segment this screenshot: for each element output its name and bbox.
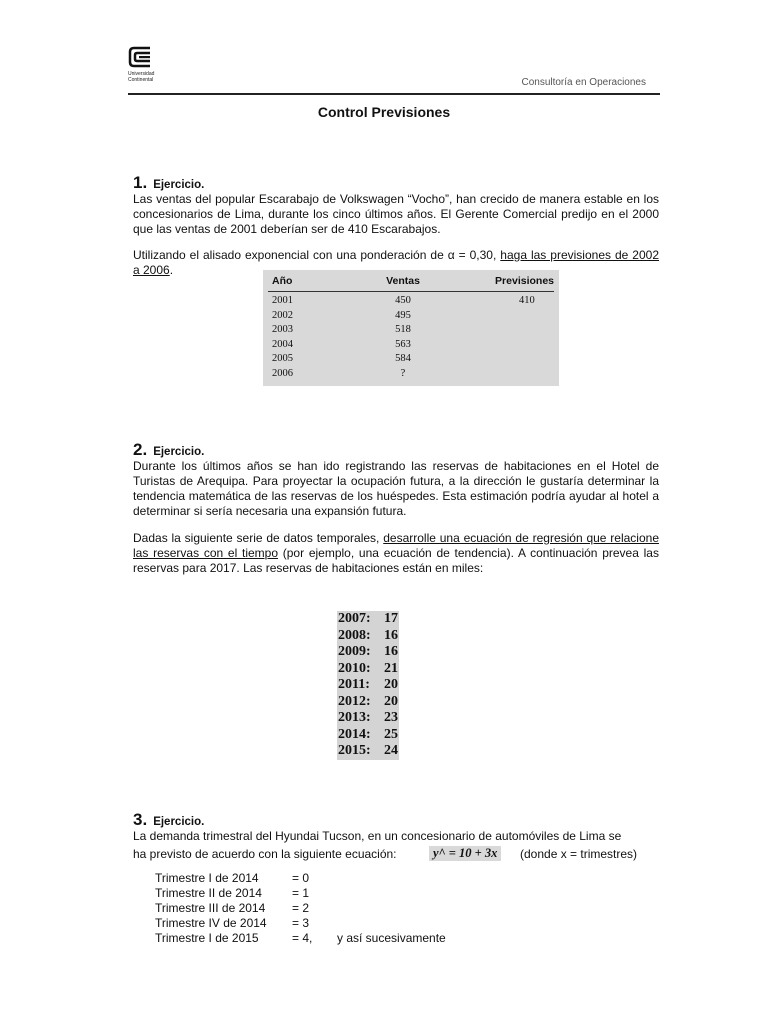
reservation-value: 23 [384, 710, 398, 725]
reservations-row [337, 743, 399, 760]
table-row [263, 295, 559, 309]
reservation-year: 2015: [338, 743, 371, 758]
quarter-value: = 4, [292, 931, 313, 945]
table-row [263, 339, 559, 353]
university-logo [128, 44, 176, 90]
quarter-item [155, 871, 495, 886]
reservations-row [337, 710, 399, 727]
ex2-paragraph-2 [133, 531, 659, 576]
quarter-label: Trimestre III de 2014 [155, 901, 266, 915]
logo-line-1: Universidad [128, 71, 155, 77]
reservations-row [337, 644, 399, 661]
logo-line-2: Continental [128, 77, 154, 83]
quarter-label: Trimestre I de 2015 [155, 931, 259, 945]
ex2-paragraph-1: Durante los últimos años se han ido registrando las reservas de habitaciones en el Hotel de Turistas de Arequipa. Para proyectar la ocupación futura, a la dirección le gustaría determinar la tendencia matemática de las reservas de los huéspedes. Esta estimación podría ayudar al hotel a determinar si sería necesaria una expansión futura. [133, 459, 659, 518]
ex3-label: Ejercicio. [153, 816, 205, 828]
reservations-row [337, 628, 399, 645]
quarter-value: = 2 [292, 901, 310, 915]
cell-sales: 450 [395, 295, 411, 306]
reservation-year: 2007: [338, 611, 371, 626]
ex1-heading [133, 173, 204, 193]
ex3-p2-start: ha previsto de acuerdo con la siguiente ecuación: [133, 847, 397, 861]
cell-year: 2002 [272, 309, 293, 321]
ex3-paragraph-1: La demanda trimestral del Hyundai Tucson, en un concesionario de automóviles de Lima se [133, 829, 622, 843]
reservations-row [337, 661, 399, 678]
cell-year: 2003 [272, 324, 293, 335]
quarter-item [155, 886, 495, 901]
reservation-year: 2011: [338, 677, 370, 692]
reservation-value: 17 [384, 611, 398, 626]
table-row [263, 368, 559, 382]
ex2-number: 2. [133, 440, 148, 459]
logo-mark-icon [128, 44, 154, 70]
reservation-year: 2009: [338, 644, 371, 659]
reservation-year: 2013: [338, 710, 371, 725]
quarter-value: = 3 [292, 916, 310, 930]
reservation-value: 25 [384, 726, 398, 742]
reservation-year: 2008: [338, 627, 371, 643]
quarter-item [155, 931, 495, 946]
quarter-item [155, 901, 495, 916]
sales-table [263, 270, 559, 386]
ex1-p2-start: Utilizando el alisado exponencial con una ponderación de α = 0,30, [133, 248, 501, 262]
reservation-value: 21 [384, 660, 398, 676]
page-title: Control Previsiones [317, 104, 451, 120]
ex3-heading [133, 810, 204, 830]
cell-sales: 563 [395, 338, 411, 350]
reservation-value: 20 [384, 677, 398, 692]
quarters-list [155, 871, 495, 946]
quarter-item [155, 916, 495, 931]
table-header-sales: Ventas [386, 275, 420, 287]
regression-equation: y^ = 10 + 3x [429, 846, 501, 861]
cell-forecast: 410 [519, 295, 535, 306]
ex1-p2-end: . [169, 263, 174, 277]
quarter-value: = 1 [292, 886, 310, 900]
cell-sales: ? [400, 367, 406, 379]
quarter-label: Trimestre IV de 2014 [155, 916, 267, 930]
reservation-year: 2014: [338, 726, 371, 742]
reservations-row [337, 611, 399, 628]
reservation-value: 16 [384, 644, 398, 659]
ex2-heading [133, 440, 204, 460]
ex1-label: Ejercicio. [153, 179, 205, 191]
header-divider [128, 93, 660, 95]
table-row [263, 353, 559, 367]
cell-sales: 584 [395, 353, 411, 364]
cell-year: 2004 [272, 338, 293, 350]
reservation-value: 16 [384, 627, 398, 643]
reservation-value: 20 [384, 693, 398, 709]
table-row [263, 310, 559, 324]
cell-year: 2005 [272, 353, 293, 364]
ex2-p2-end: (por ejemplo, una ecuación de tendencia). A continuación prevea las reservas para 2017. Las reservas de habitaciones están en miles: [133, 546, 659, 575]
table-row [263, 324, 559, 338]
reservation-value: 24 [384, 743, 398, 758]
reservation-year: 2010: [338, 660, 371, 676]
ex3-number: 3. [133, 810, 148, 829]
quarter-label: Trimestre I de 2014 [155, 871, 259, 885]
ex1-number: 1. [133, 173, 148, 192]
ex3-paragraph-2 [133, 846, 659, 864]
quarter-label: Trimestre II de 2014 [155, 886, 262, 900]
reservations-row [337, 677, 399, 694]
reservations-row [337, 727, 399, 744]
header-subtitle: Consultoría en Operaciones [521, 77, 646, 88]
cell-year: 2001 [272, 295, 293, 306]
reservation-year: 2012: [338, 693, 371, 709]
reservations-table [337, 611, 399, 760]
cell-sales: 518 [395, 324, 411, 335]
quarter-value: = 0 [292, 871, 310, 885]
cell-year: 2006 [272, 367, 293, 379]
table-header-forecast: Previsiones [495, 275, 554, 287]
ex2-p2-start: Dadas la siguiente serie de datos temporales, [133, 531, 384, 545]
quarter-note: y así sucesivamente [337, 931, 446, 945]
table-header-year: Año [272, 275, 293, 287]
reservations-row [337, 694, 399, 711]
cell-sales: 495 [395, 309, 411, 321]
ex3-p2-end: (donde x = trimestres) [520, 847, 638, 861]
table-header-rule [268, 291, 554, 292]
ex2-label: Ejercicio. [153, 446, 205, 458]
ex1-p2-underlined: haga las previsiones de 2002 a 2006 [133, 248, 659, 277]
ex2-p2-underlined: desarrolle una ecuación de regresión que relacione las reservas con el tiempo [133, 531, 659, 560]
ex1-paragraph-1: Las ventas del popular Escarabajo de Volkswagen “Vocho”, han crecido de manera estable en los concesionarios de Lima, durante los cinco últimos años. El Gerente Comercial predijo en el 2000 que las ventas de 2001 deberían ser de 410 Escarabajos. [133, 192, 659, 236]
